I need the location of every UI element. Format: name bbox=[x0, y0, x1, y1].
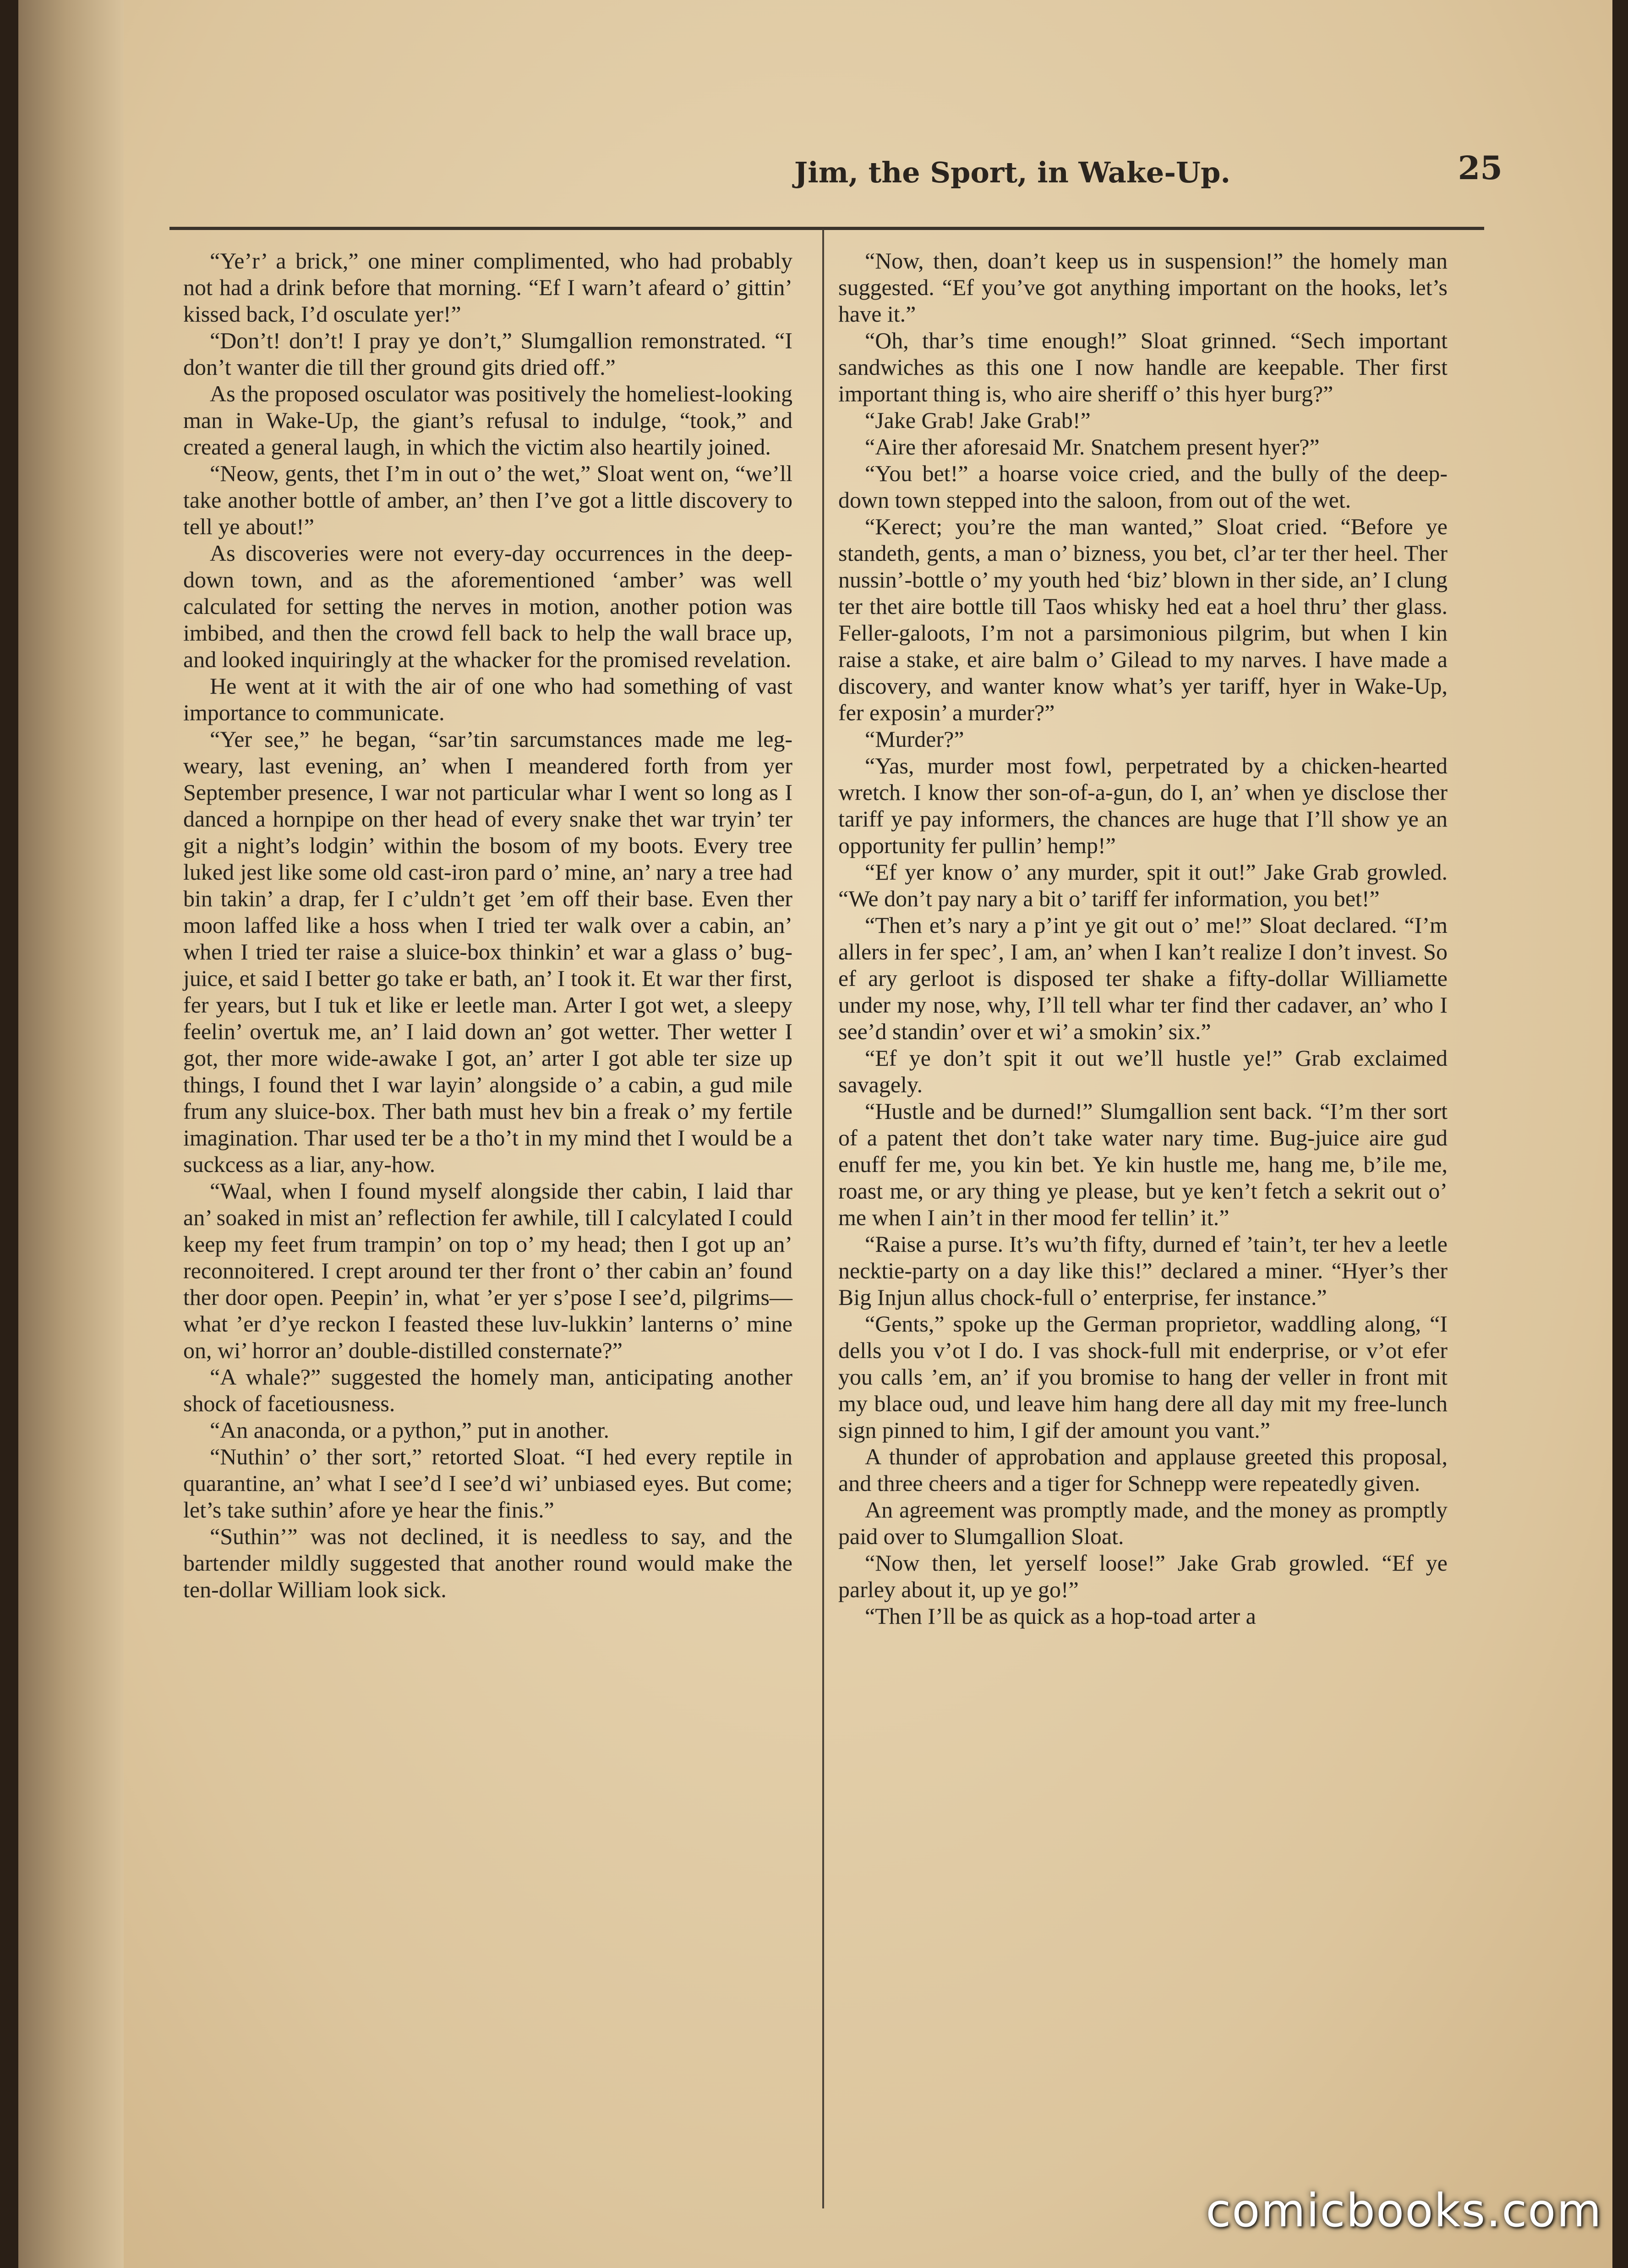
paragraph: “A whale?” suggested the homely man, anticipating another shock of facetiousness. bbox=[183, 1364, 792, 1416]
paragraph: “Raise a purse. It’s wu’th fifty, durned ef ’tain’t, ter hev a leetle necktie-party on a day like this!” declared a miner. “Hyer’s ther Big Injun allus chock-full o’ enterprise, fer instance.” bbox=[838, 1231, 1448, 1310]
paragraph: “You bet!” a hoarse voice cried, and the bully of the deep-down town stepped into the saloon, from out of the wet. bbox=[838, 460, 1448, 513]
paragraph: “Ye’r’ a brick,” one miner complimented, who had probably not had a drink before that morning. “Ef I warn’t afeard o’ gittin’ kissed back, I’d osculate yer!” bbox=[183, 248, 792, 327]
book-page bbox=[18, 0, 1612, 2268]
paragraph: As the proposed osculator was positively the homeliest-looking man in Wake-Up, the giant’s refusal to indulge, “took,” and created a general laugh, in which the victim also heartily joined. bbox=[183, 381, 792, 460]
paragraph: “Nuthin’ o’ ther sort,” retorted Sloat. “I hed every reptile in quarantine, an’ what I see’d I see’d wi’ unbiased eyes. But come; let’s take suthin’ afore ye hear the finis.” bbox=[183, 1444, 792, 1523]
paragraph: “Now then, let yerself loose!” Jake Grab growled. “Ef ye parley about it, up ye go!” bbox=[838, 1550, 1448, 1602]
paragraph: “Kerect; you’re the man wanted,” Sloat cried. “Before ye standeth, gents, a man o’ bizness, you bet, cl’ar ter ther heel. Ther nussin’-bottle o’ my youth hed ‘biz’ blown in ther side, an’ I clung ter thet aire bottle till Taos whisky hed eat a hoel thru’ ther glass. Feller-galoots, I’m not a parsimonious pilgrim, but when I kin raise a stake, et aire balm o’ Gilead to my narves. I have made a discovery, and wanter know what’s yer tariff, hyer in Wake-Up, fer exposin’ a murder?” bbox=[838, 514, 1448, 725]
paragraph: “Suthin’” was not declined, it is needless to say, and the bartender mildly suggested that another round would make the ten-dollar William look sick. bbox=[183, 1523, 792, 1602]
site-watermark: comicbooks.com bbox=[1206, 2184, 1602, 2237]
paragraph: A thunder of approbation and applause greeted this proposal, and three cheers and a tiger for Schnepp were repeatedly given. bbox=[838, 1444, 1448, 1496]
paragraph: An agreement was promptly made, and the money as promptly paid over to Slumgallion Sloat. bbox=[838, 1497, 1448, 1549]
paragraph: “Then et’s nary a p’int ye git out o’ me!” Sloat declared. “I’m allers in fer spec’, I am, an’ when I kan’t realize I don’t invest. So ef ary gerloot is disposed ter shake a fifty-dollar Williamette under my nose, why, I’ll tell whar ter find ther cadaver, an’ who I see’d standin’ over et wi’ a smokin’ six.” bbox=[838, 912, 1448, 1044]
paragraph: “An anaconda, or a python,” put in another. bbox=[210, 1417, 609, 1443]
paragraph: “Oh, thar’s time enough!” Sloat grinned. “Sech important sandwiches as this one I now handle are keepable. Ther first important thing is, who aire sheriff o’ this hyer burg?” bbox=[838, 328, 1448, 406]
column-separator bbox=[822, 229, 824, 2208]
right-column bbox=[838, 247, 1448, 1629]
paragraph: “Ef yer know o’ any murder, spit it out!” Jake Grab growled. “We don’t pay nary a bit o’ tariff fer information, you bet!” bbox=[838, 859, 1448, 911]
paragraph: “Don’t! don’t! I pray ye don’t,” Slumgallion remonstrated. “I don’t wanter die till ther ground gits dried off.” bbox=[183, 328, 792, 380]
running-header: Jim, the Sport, in Wake-Up. bbox=[794, 156, 1231, 189]
page-gutter-shadow bbox=[18, 0, 124, 2268]
paragraph: “Neow, gents, thet I’m in out o’ the wet,” Sloat went on, “we’ll take another bottle of amber, an’ then I’ve got a little discovery to tell ye about!” bbox=[183, 460, 792, 539]
paragraph: “Yas, murder most fowl, perpetrated by a chicken-hearted wretch. I know ther son-of-a-gun, do I, an’ when ye disclose ther tariff ye pay informers, the chances are huge that I’ll show ye an opportunity fer pullin’ hemp!” bbox=[838, 753, 1448, 858]
paragraph: As discoveries were not every-day occurrences in the deep-down town, and as the aforementioned ‘amber’ was well calculated for setting the nerves in motion, another potion was imbibed, and then the crowd fell back to help the wall brace up, and looked inquiringly at the whacker for the promised revelation. bbox=[183, 540, 792, 672]
page-number: 25 bbox=[1458, 149, 1502, 187]
left-column bbox=[183, 247, 792, 1603]
paragraph: “Hustle and be durned!” Slumgallion sent back. “I’m ther sort of a patent thet don’t take water nary time. Bug-juice aire gud enuff fer me, you kin bet. Ye kin hustle me, hang me, b’ile me, roast me, or ary thing ye please, but ye ken’t fetch a sekrit out o’ me when I ain’t in ther mood fer tellin’ it.” bbox=[838, 1098, 1448, 1230]
paragraph: “Ef ye don’t spit it out we’ll hustle ye!” Grab exclaimed savagely. bbox=[838, 1045, 1448, 1097]
paragraph: “Waal, when I found myself alongside ther cabin, I laid thar an’ soaked in mist an’ reflection fer awhile, till I calcylated I could keep my feet frum trampin’ on top o’ my head; then I got up an’ reconnoitered. I crept around ter ther front o’ ther cabin an’ found ther door open. Peepin’ in, what ’er yer s’pose I see’d, pilgrims—what ’er d’ye reckon I feasted these luv-lukkin’ lanterns o’ mine on, wi’ horror an’ double-distilled consternate?” bbox=[183, 1178, 792, 1363]
paragraph: “Aire ther aforesaid Mr. Snatchem present hyer?” bbox=[865, 434, 1320, 460]
paragraph: “Gents,” spoke up the German proprietor, waddling along, “I dells you v’ot I do. I vas shock-full mit enderprise, or v’ot efer you calls ’em, an’ if you bromise to hang der veller in front mit my blace oud, und leave him hang dere all day mit my free-lunch sign pinned to him, I gif der amount you vant.” bbox=[838, 1311, 1448, 1443]
paragraph: “Jake Grab! Jake Grab!” bbox=[865, 407, 1091, 433]
paragraph: “Yer see,” he began, “sar’tin sarcumstances made me leg-weary, last evening, an’ when I meandered forth from yer September presence, I war not particular whar I went so long as I danced a hornpipe on ther head of every snake thet war tryin’ ter git a night’s lodgin’ within the bosom of my boots. Every tree luked jest like some old cast-iron pard o’ mine, an’ nary a tree had bin takin’ a drap, fer I c’uldn’t get ’em off their base. Even ther moon laffed like a hoss when I tried ter walk over a cabin, an’ when I tried ter raise a sluice-box thinkin’ et war a glass o’ bug-juice, et said I better go take er bath, an’ I took it. Et war ther first, fer years, but I tuk et like er leetle man. Arter I got wet, a sleepy feelin’ overtuk me, an’ I laid down an’ got wetter. Ther wetter I got, ther more wide-awake I got, an’ arter I got able ter size up things, I found thet I war layin’ alongside o’ a cabin, a gud mile frum any sluice-box. Ther bath must hev bin a freak o’ my fertile imagination. Thar used ter be a tho’t in my mind thet I would be a suckcess as a liar, any-how. bbox=[183, 726, 792, 1177]
paragraph: He went at it with the air of one who had something of vast importance to communicate. bbox=[183, 673, 792, 725]
paragraph: “Then I’ll be as quick as a hop-toad arter a bbox=[865, 1603, 1256, 1629]
header-rule bbox=[169, 227, 1484, 230]
paragraph: “Murder?” bbox=[865, 726, 964, 752]
paragraph: “Now, then, doan’t keep us in suspension!” the homely man suggested. “Ef you’ve got anything important on the hooks, let’s have it.” bbox=[838, 248, 1448, 327]
